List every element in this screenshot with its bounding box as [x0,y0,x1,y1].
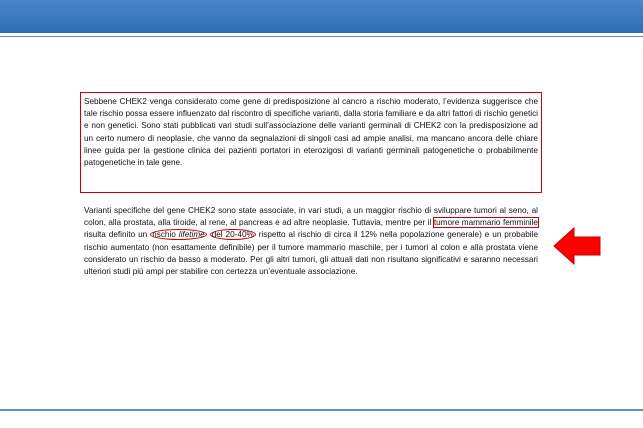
paragraph-2 [84,205,538,278]
paragraph-2-text-d: rispetto al rischio di circa il 12% nella popolazione generale) e un probabile rischio aumentato (non esattamente definibile) per il tumore mammario maschile, per i tumori al colon e alla prostata viene considerato un rischio da basso a moderato. Per gli altri tumori, gli attuali dati non risultano significativi e saranno necessari ulteriori studi più ampi per stabilire con certezza un’eventuale associazione. [84,230,538,277]
footer-divider [0,409,643,411]
highlight-rischio-lifetime [150,229,207,240]
paragraph-1: Sebbene CHEK2 venga considerato come gene di predisposizione al cancro a rischio moderato, l’evidenza suggerisce che tale rischio possa essere influenzato dal riscontro di specifiche varianti, dalla storia familiare e da altri fattori di rischio genetici e non genetici. Sono stati pubblicati vari studi sull’associazione delle varianti germinali di CHEK2 con la predisposizione ad un certo numero di neoplasie, che vanno da segnalazioni di singoli casi ad ampie analisi, ma mancano ancora delle chiare linee guida per la gestione clinica dei pazienti portatori in eterozigosi di varianti germinali patogenetiche o probabilmente patogenetiche in tale gene. [84,97,538,168]
highlight-tumore-mammario: tumore mammario femminile [433,218,538,228]
highlight-lifetime-word: lifetime [178,230,205,240]
left-arrow-icon [552,226,602,266]
paragraph-2-text-b: risulta definito un [84,230,151,240]
header-bar [0,0,643,33]
header-divider [0,36,643,37]
highlight-rischio-word: rischio [152,230,179,240]
paragraph-2-text-a: Varianti specifiche del gene CHEK2 sono state associate, in vari studi, a un maggior rischio di sviluppare tumori al seno, al colon, alla prostata, alla tiroide, al rene, al pancreas e ad altre neoplasie. Tuttavia, mentre per il [84,206,538,228]
highlight-percent: del 20-40% [211,230,254,240]
